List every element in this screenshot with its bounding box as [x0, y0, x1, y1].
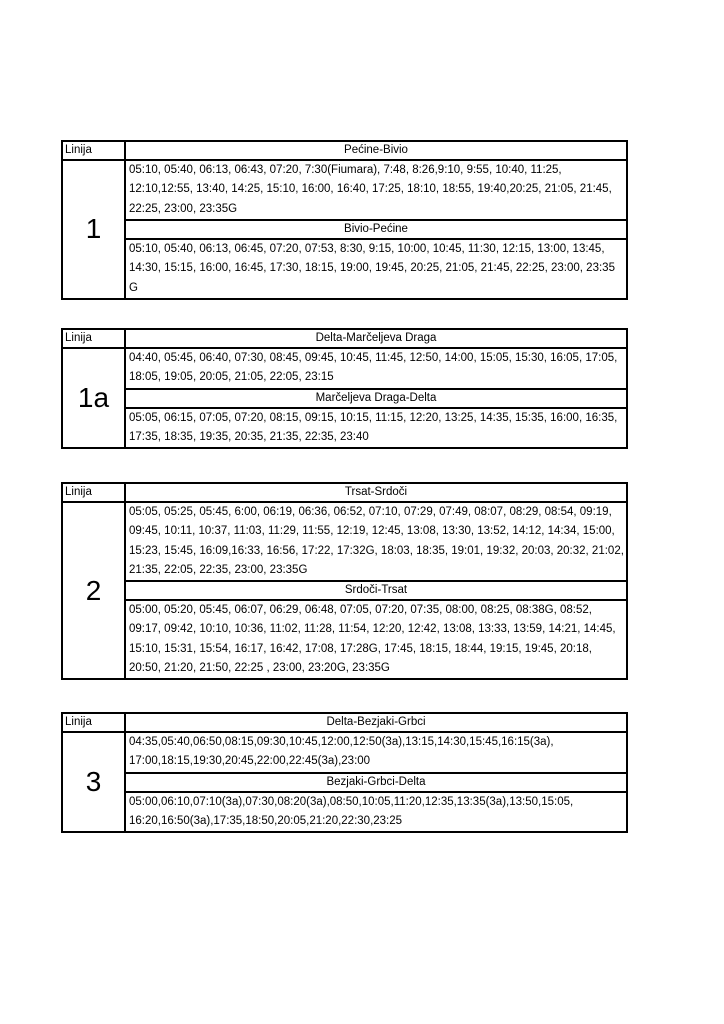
- linija-header: Linija: [62, 329, 125, 348]
- line-number: 1a: [62, 348, 125, 448]
- line-3-table: [61, 712, 628, 833]
- route-title: Srdoči-Trsat: [125, 581, 627, 600]
- route-title: Bezjaki-Grbci-Delta: [125, 773, 627, 792]
- departure-times: 04:35,05:40,06:50,08:15,09:30,10:45,12:00,12:50(3a),13:15,14:30,15:45,16:15(3a), 17:00,18:15,19:30,20:45,22:00,22:45(3a),23:00: [125, 732, 627, 773]
- line-number: 2: [62, 502, 125, 679]
- departure-times: 05:05, 05:25, 05:45, 6:00, 06:19, 06:36, 06:52, 07:10, 07:29, 07:49, 08:07, 08:29, 08:54, 09:19, 09:45, 10:11, 10:37, 11:03, 11:29, 11:55, 12:19, 12:45, 13:08, 13:30, 13:52, 14:12, 14:34, 15:00, 15:23, 15:45, 16:09,16:33, 16:56, 17:22, 17:32G, 18:03, 18:35, 19:01, 19:32, 20:03, 20:32, 21:02, 21:35, 22:05, 22:35, 23:00, 23:35G: [125, 502, 627, 581]
- route-title: Delta-Marčeljeva Draga: [125, 329, 627, 348]
- linija-header: Linija: [62, 141, 125, 160]
- route-title: Delta-Bezjaki-Grbci: [125, 713, 627, 732]
- line-1a-table: [61, 328, 628, 449]
- departure-times: 04:40, 05:45, 06:40, 07:30, 08:45, 09:45, 10:45, 11:45, 12:50, 14:00, 15:05, 15:30, 16:05, 17:05, 18:05, 19:05, 20:05, 21:05, 22:05, 23:15: [125, 348, 627, 389]
- departure-times: 05:00,06:10,07:10(3a),07:30,08:20(3a),08:50,10:05,11:20,12:35,13:35(3a),13:50,15:05, 16:20,16:50(3a),17:35,18:50,20:05,21:20,22:30,23:25: [125, 792, 627, 833]
- departure-times: 05:10, 05:40, 06:13, 06:45, 07:20, 07:53, 8:30, 9:15, 10:00, 10:45, 11:30, 12:15, 13:00, 13:45, 14:30, 15:15, 16:00, 16:45, 17:30, 18:15, 19:00, 19:45, 20:25, 21:05, 21:45, 22:25, 23:00, 23:35 G: [125, 239, 627, 299]
- departure-times: 05:00, 05:20, 05:45, 06:07, 06:29, 06:48, 07:05, 07:20, 07:35, 08:00, 08:25, 08:38G, 08:52, 09:17, 09:42, 10:10, 10:36, 11:02, 11:28, 11:54, 12:20, 12:42, 13:08, 13:33, 13:59, 14:21, 14:45, 15:10, 15:31, 15:54, 16:17, 16:42, 17:08, 17:28G, 17:45, 18:15, 18:44, 19:15, 19:45, 20:18, 20:50, 21:20, 21:50, 22:25 , 23:00, 23:20G, 23:35G: [125, 600, 627, 679]
- route-title: Marčeljeva Draga-Delta: [125, 389, 627, 408]
- departure-times: 05:10, 05:40, 06:13, 06:43, 07:20, 7:30(Fiumara), 7:48, 8:26,9:10, 9:55, 10:40, 11:25, 12:10,12:55, 13:40, 14:25, 15:10, 16:00, 16:40, 17:25, 18:10, 18:55, 19:40,20:25, 21:05, 21:45, 22:25, 23:00, 23:35G: [125, 160, 627, 220]
- line-number: 3: [62, 732, 125, 832]
- departure-times: 05:05, 06:15, 07:05, 07:20, 08:15, 09:15, 10:15, 11:15, 12:20, 13:25, 14:35, 15:35, 16:00, 16:35, 17:35, 18:35, 19:35, 20:35, 21:35, 22:35, 23:40: [125, 408, 627, 449]
- route-title: Trsat-Srdoči: [125, 483, 627, 502]
- linija-header: Linija: [62, 713, 125, 732]
- linija-header: Linija: [62, 483, 125, 502]
- line-2-table: [61, 482, 628, 680]
- route-title: Bivio-Pećine: [125, 220, 627, 239]
- line-number: 1: [62, 160, 125, 299]
- line-1-table: [61, 140, 628, 300]
- route-title: Pećine-Bivio: [125, 141, 627, 160]
